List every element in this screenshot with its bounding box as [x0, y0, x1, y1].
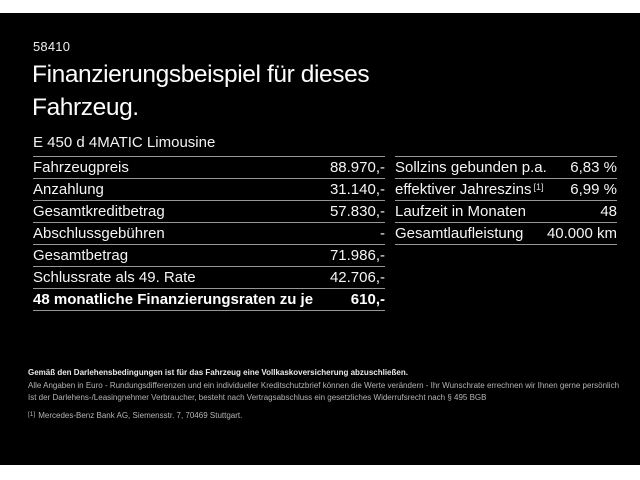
table-row [33, 267, 385, 289]
row-value: 48 [600, 203, 617, 220]
row-value: 71.986,- [329, 247, 385, 264]
footnote-superscript: [1] [533, 182, 544, 192]
disclaimer-bold-line: Gemäß den Darlehensbedingungen ist für das Fahrzeug eine Vollkaskoversicherung abzuschließen. [28, 368, 408, 377]
row-value: 6,99 % [570, 181, 617, 198]
row-label [395, 181, 543, 198]
disclaimer-line: Alle Angaben in Euro - Rundungsdifferenzen und ein individueller Kreditschutzbrief können die Werte verändern - Ihr Wunschrate errechnen wir Ihnen gerne persönlich [28, 380, 620, 390]
content-stage [0, 13, 640, 465]
page-title: Finanzierungsbeispiel für dieses Fahrzeug. [32, 61, 370, 121]
row-value: - [380, 225, 385, 242]
disclaimer [28, 367, 628, 422]
row-label: Fahrzeugpreis [33, 159, 129, 176]
table-row [33, 179, 385, 201]
ref-number: 58410 [33, 39, 71, 54]
row-label: Gesamtlaufleistung [395, 225, 524, 242]
row-label: Gesamtkreditbetrag [33, 203, 165, 220]
footnote [28, 409, 628, 423]
row-value: 6,83 % [570, 159, 617, 176]
row-label: Abschlussgebühren [33, 225, 165, 242]
footnote-marker: [1] [28, 410, 36, 418]
row-label: Gesamtbetrag [33, 247, 129, 264]
row-value: 57.830,- [329, 203, 385, 220]
row-label: Anzahlung [33, 181, 104, 198]
table-row [395, 201, 617, 223]
vehicle-model: E 450 d 4MATIC Limousine [33, 134, 216, 151]
table-row [33, 157, 385, 179]
table-row [395, 179, 617, 201]
row-label: Sollzins gebunden p.a. [395, 159, 547, 176]
row-label: Laufzeit in Monaten [395, 203, 526, 220]
table-row [33, 201, 385, 223]
row-value: 42.706,- [329, 269, 385, 286]
table-row [395, 223, 617, 245]
conditions-table [395, 156, 617, 245]
table-row [33, 245, 385, 267]
disclaimer-line: Ist der Darlehens-/Leasingnehmer Verbraucher, besteht nach Vertragsabschluss ein gesetzliches Widerrufsrecht nach § 495 BGB [28, 393, 487, 402]
table-row-monthly-rate [33, 289, 385, 311]
row-label: 48 monatliche Finanzierungsraten zu je [33, 291, 314, 308]
row-value: 610,- [350, 291, 385, 308]
row-label-text: effektiver Jahreszins [395, 181, 532, 198]
row-label: Schlussrate als 49. Rate [33, 269, 196, 286]
row-value: 31.140,- [329, 181, 385, 198]
finance-table [33, 156, 385, 311]
table-row [395, 157, 617, 179]
row-value: 88.970,- [329, 159, 385, 176]
table-row [33, 223, 385, 245]
row-value: 40.000 km [546, 225, 617, 242]
footnote-text: Mercedes-Benz Bank AG, Siemensstr. 7, 70469 Stuttgart. [38, 410, 243, 420]
